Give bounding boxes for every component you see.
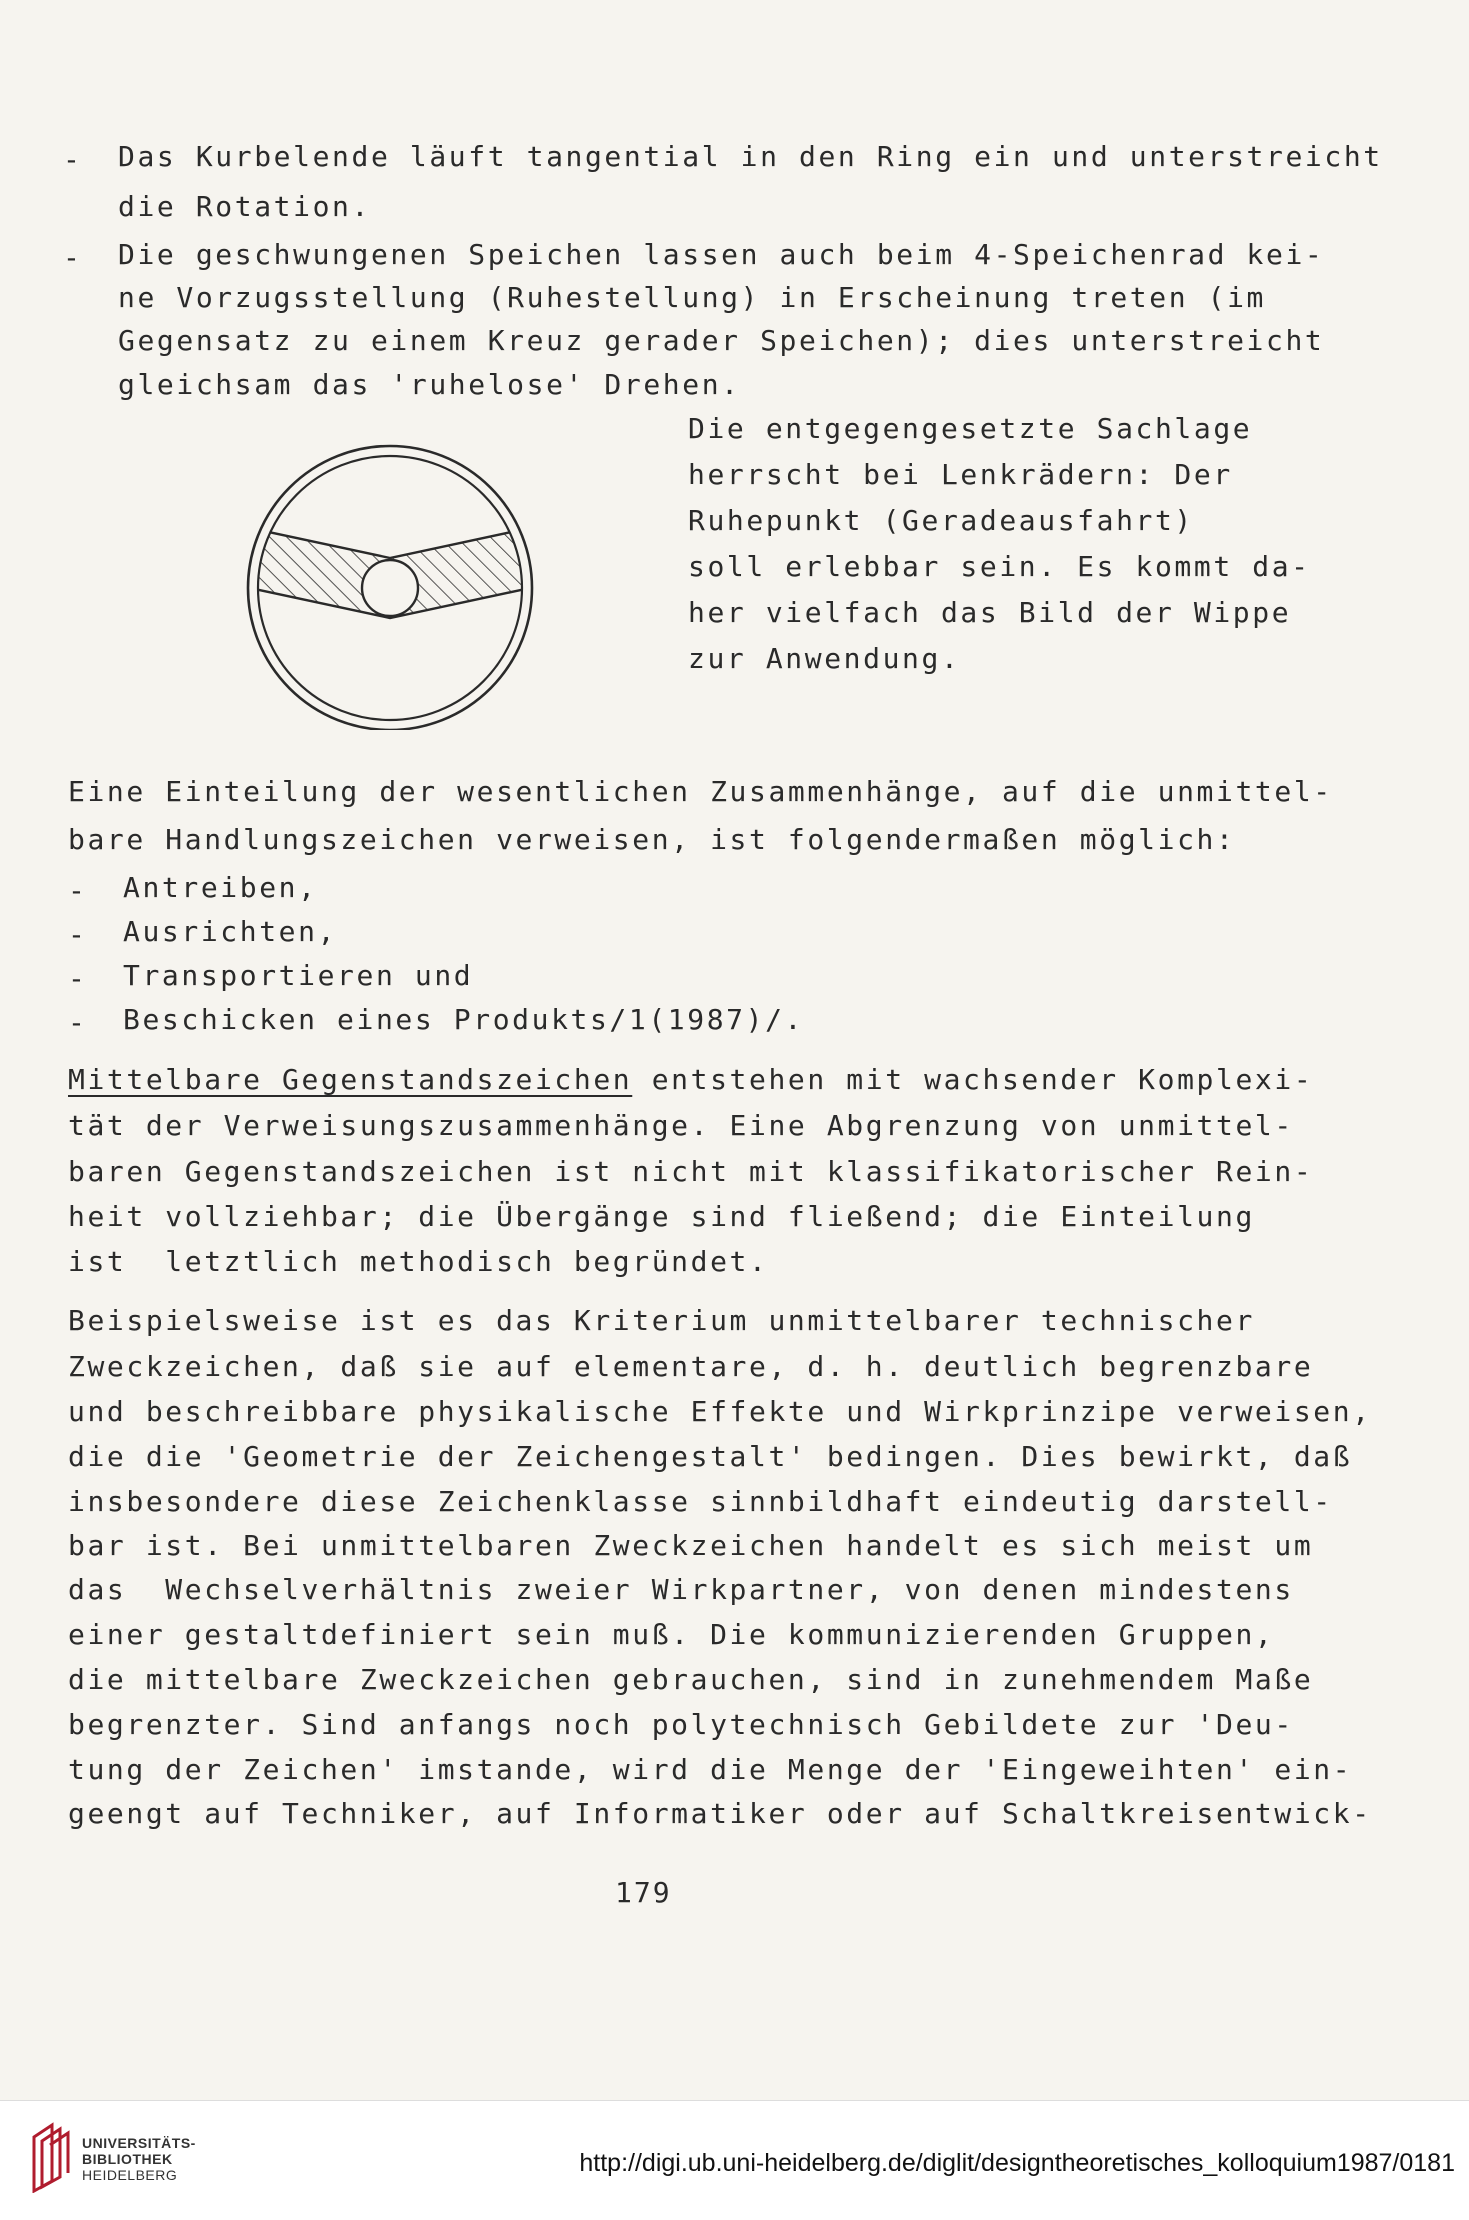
- library-name: [82, 2135, 196, 2183]
- text-line: tung der Zeichen' imstande, wird die Menge der 'Eingeweihten' ein-: [68, 1753, 1353, 1786]
- text-line: Ruhepunkt (Geradeausfahrt): [688, 504, 1194, 537]
- text-line: her vielfach das Bild der Wippe: [688, 596, 1292, 629]
- list-item: Antreiben,: [123, 871, 318, 904]
- bullet-dash: -: [68, 918, 85, 951]
- underlined-term: Mittelbare Gegenstandszeichen: [68, 1063, 633, 1096]
- text-line: Das Kurbelende läuft tangential in den Ring ein und unterstreicht: [118, 140, 1383, 173]
- text-line: bar ist. Bei unmittelbaren Zweckzeichen handelt es sich meist um: [68, 1529, 1314, 1562]
- bullet-dash: -: [68, 874, 85, 907]
- text-line: Eine Einteilung der wesentlichen Zusammenhänge, auf die unmittel-: [68, 775, 1333, 808]
- text-line: Zweckzeichen, daß sie auf elementare, d. h. deutlich begrenzbare: [68, 1350, 1314, 1383]
- list-item: Beschicken eines Produkts/1(1987)/.: [123, 1003, 805, 1036]
- text-line: gleichsam das 'ruhelose' Drehen.: [118, 368, 741, 401]
- text-line: tät der Verweisungszusammenhänge. Eine Abgrenzung von unmittel-: [68, 1109, 1294, 1142]
- text-line: geengt auf Techniker, auf Informatiker oder auf Schaltkreisentwick-: [68, 1797, 1372, 1830]
- text-line: [68, 1063, 1314, 1096]
- bullet-dash: -: [63, 241, 80, 274]
- library-name-line: BIBLIOTHEK: [82, 2151, 173, 2167]
- text-line: ist letztlich methodisch begründet.: [68, 1245, 769, 1278]
- library-name-line: HEIDELBERG: [82, 2167, 178, 2183]
- text-line: ne Vorzugsstellung (Ruhestellung) in Erscheinung treten (im: [118, 281, 1266, 314]
- library-name-line: UNIVERSITÄTS-: [82, 2135, 196, 2151]
- text-line: herrscht bei Lenkrädern: Der: [688, 458, 1233, 491]
- list-item: Transportieren und: [123, 959, 474, 992]
- text-line: baren Gegenstandszeichen ist nicht mit klassifikatorischer Rein-: [68, 1155, 1314, 1188]
- text-line: bare Handlungszeichen verweisen, ist folgendermaßen möglich:: [68, 823, 1236, 856]
- bullet-dash: -: [63, 143, 80, 176]
- text-line: Beispielsweise ist es das Kriterium unmittelbarer technischer: [68, 1304, 1255, 1337]
- text-line: Die geschwungenen Speichen lassen auch beim 4-Speichenrad kei-: [118, 238, 1325, 271]
- list-item: Ausrichten,: [123, 915, 338, 948]
- bullet-dash: -: [68, 1006, 85, 1039]
- text-line: einer gestaltdefiniert sein muß. Die kommunizierenden Gruppen,: [68, 1618, 1275, 1651]
- text-line: Gegensatz zu einem Kreuz gerader Speichen); dies unterstreicht: [118, 324, 1325, 357]
- text-line: Die entgegengesetzte Sachlage: [688, 412, 1253, 445]
- text-line: zur Anwendung.: [688, 642, 961, 675]
- text-line: die Rotation.: [118, 190, 371, 223]
- text-line: begrenzter. Sind anfangs noch polytechnisch Gebildete zur 'Deu-: [68, 1708, 1294, 1741]
- source-url-link[interactable]: http://digi.ub.uni-heidelberg.de/diglit/designtheoretisches_kolloquium1987/0181: [579, 2149, 1455, 2177]
- text-line: soll erlebbar sein. Es kommt da-: [688, 550, 1311, 583]
- steering-wheel-figure: [240, 440, 540, 730]
- text-line: und beschreibbare physikalische Effekte und Wirkprinzipe verweisen,: [68, 1395, 1372, 1428]
- text-line: heit vollziehbar; die Übergänge sind fließend; die Einteilung: [68, 1200, 1255, 1233]
- hub-circle: [362, 560, 418, 616]
- page-number: 179: [615, 1876, 672, 1909]
- text-line: insbesondere diese Zeichenklasse sinnbildhaft eindeutig darstell-: [68, 1485, 1333, 1518]
- text-line: das Wechselverhältnis zweier Wirkpartner, von denen mindestens: [68, 1573, 1294, 1606]
- library-footer: [0, 2100, 1469, 2220]
- library-logo-icon: [30, 2121, 74, 2193]
- bullet-dash: -: [68, 962, 85, 995]
- text-line: die die 'Geometrie der Zeichengestalt' bedingen. Dies bewirkt, daß: [68, 1440, 1353, 1473]
- text-line: die mittelbare Zweckzeichen gebrauchen, sind in zunehmendem Maße: [68, 1663, 1314, 1696]
- text-fragment: entstehen mit wachsender Komplexi-: [632, 1063, 1314, 1096]
